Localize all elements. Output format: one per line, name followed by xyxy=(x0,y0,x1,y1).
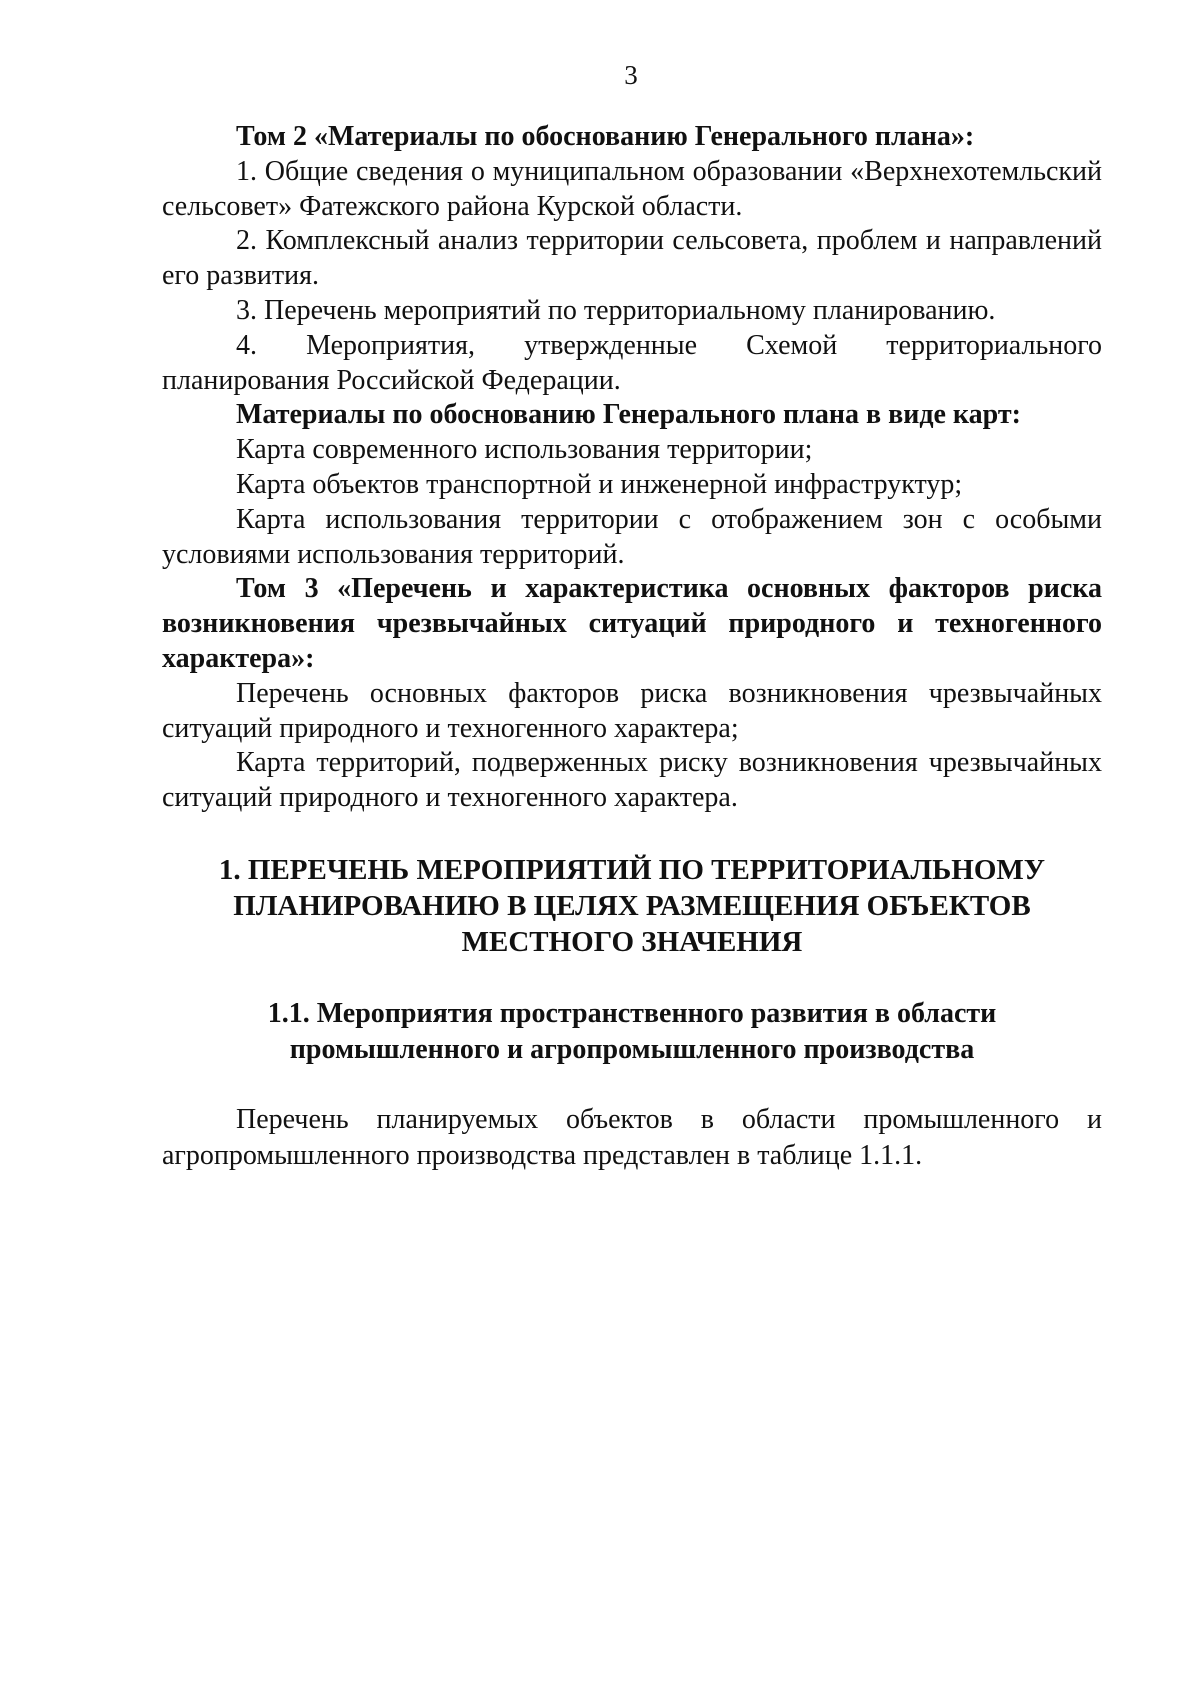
volume-2-title: Том 2 «Материалы по обоснованию Генерального плана»: xyxy=(236,121,975,152)
section-heading-line: ПЛАНИРОВАНИЮ В ЦЕЛЯХ РАЗМЕЩЕНИЯ ОБЪЕКТОВ xyxy=(233,890,1031,922)
closing-text xyxy=(162,1102,1102,1174)
map-item-2: Карта объектов транспортной и инженерной инфраструктур; xyxy=(236,468,963,500)
map-item-3: Карта использования территории с отображением зон с особыми условиями использования территорий. xyxy=(162,503,1102,570)
risk-item-2: Карта территорий, подверженных риску возникновения чрезвычайных ситуаций природного и техногенного характера. xyxy=(162,747,1102,814)
maps-subtitle: Материалы по обоснованию Генерального плана в виде карт: xyxy=(236,399,1021,431)
section-heading xyxy=(160,852,1104,960)
subsection-heading-line: 1.1. Мероприятия пространственного развития в области xyxy=(267,998,997,1029)
volume-3-title: Том 3 «Перечень и характеристика основных факторов риска возникновения чрезвычайных ситуаций природного и техногенного характера»: xyxy=(162,573,1102,674)
map-item-1: Карта современного использования территории; xyxy=(236,434,813,466)
subsection-heading-line: промышленного и агропромышленного производства xyxy=(289,1034,975,1065)
section-heading-line: 1. ПЕРЕЧЕНЬ МЕРОПРИЯТИЙ ПО ТЕРРИТОРИАЛЬНОМУ xyxy=(218,854,1046,886)
section-heading-line: МЕСТНОГО ЗНАЧЕНИЯ xyxy=(461,926,803,958)
risk-item-1: Перечень основных факторов риска возникновения чрезвычайных ситуаций природного и техногенного характера; xyxy=(162,677,1102,744)
list-item-4: 4. Мероприятия, утвержденные Схемой территориального планирования Российской Федерации. xyxy=(162,329,1102,396)
page-number: 3 xyxy=(624,60,638,90)
subsection-heading xyxy=(160,996,1104,1068)
list-item-3: 3. Перечень мероприятий по территориальному планированию. xyxy=(236,294,996,326)
volume-contents xyxy=(162,120,1102,816)
list-item-1: 1. Общие сведения о муниципальном образовании «Верхнехотемльский сельсовет» Фатежского района Курской области. xyxy=(162,155,1102,222)
list-item-2: 2. Комплексный анализ территории сельсовета, проблем и направлений его развития. xyxy=(162,225,1102,292)
closing-paragraph: Перечень планируемых объектов в области промышленного и агропромышленного производства представлен в таблице 1.1.1. xyxy=(162,1104,1102,1171)
